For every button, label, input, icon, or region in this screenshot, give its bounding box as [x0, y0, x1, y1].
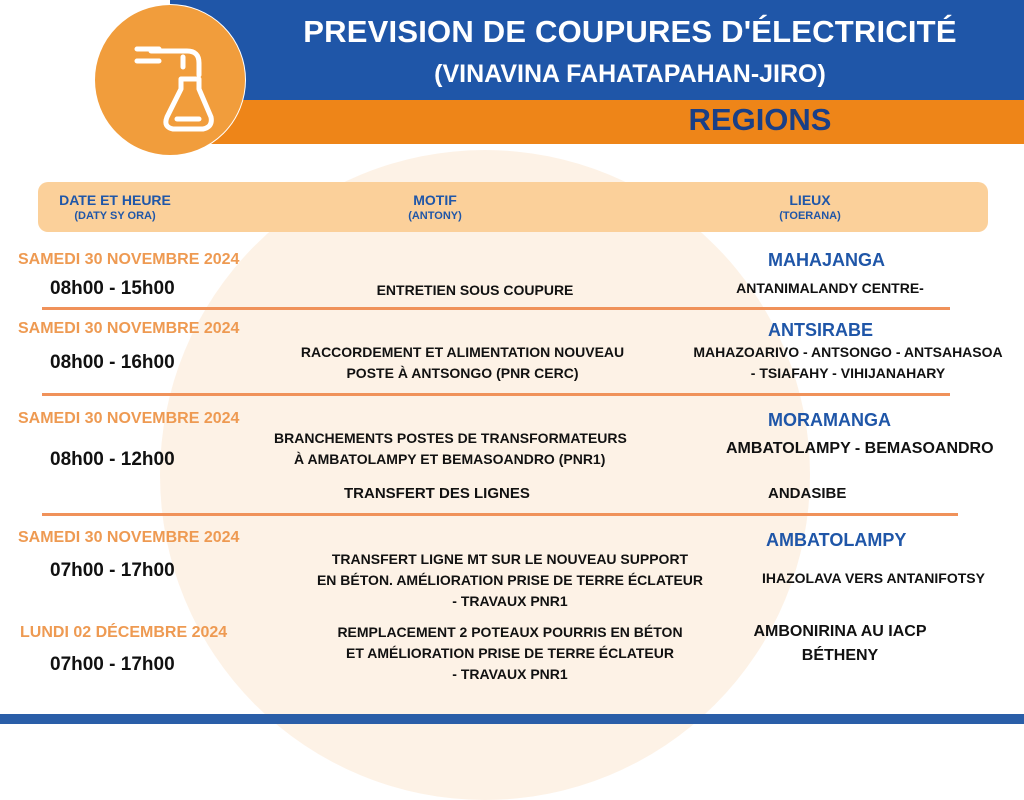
column-header-date-label: DATE ET HEURE [59, 192, 171, 208]
row-date: LUNDI 02 DÉCEMBRE 2024 [20, 624, 228, 641]
row-motif-line: RACCORDEMENT ET ALIMENTATION NOUVEAU [300, 344, 625, 360]
column-header-motif-sublabel: (ANTONY) [408, 210, 462, 222]
row-region: ANTSIRABE [768, 320, 874, 340]
row-divider [42, 393, 950, 396]
row-lieu-line: MAHAZOARIVO - ANTSONGO - ANTSAHASOA [693, 344, 1003, 360]
row-motif-line: POSTE À ANTSONGO (PNR CERC) [346, 365, 579, 381]
page-title: PREVISION DE COUPURES D'ÉLECTRICITÉ [303, 14, 957, 49]
row-region: MORAMANGA [768, 410, 891, 430]
row-motif: ENTRETIEN SOUS COUPURE [376, 282, 574, 298]
row-motif-line: TRANSFERT LIGNE MT SUR LE NOUVEAU SUPPORT [331, 551, 689, 567]
column-header-motif [360, 191, 510, 223]
row-time: 08h00 - 12h00 [50, 449, 175, 470]
row-motif [270, 622, 750, 685]
row-motif-line: - TRAVAUX PNR1 [452, 593, 568, 609]
column-header-lieux-label: LIEUX [789, 192, 831, 208]
row-region: MAHAJANGA [768, 250, 885, 270]
column-header-lieux [735, 191, 885, 223]
row-date: SAMEDI 30 NOVEMBRE 2024 [18, 320, 240, 337]
row-time: 07h00 - 17h00 [50, 654, 175, 675]
row-date: SAMEDI 30 NOVEMBRE 2024 [18, 410, 240, 427]
row-time: 07h00 - 17h00 [50, 560, 175, 581]
row-date: SAMEDI 30 NOVEMBRE 2024 [18, 251, 240, 268]
row-motif-line: BRANCHEMENTS POSTES DE TRANSFORMATEURS [274, 430, 627, 446]
row-lieu [672, 342, 1024, 384]
row-lieu: IHAZOLAVA VERS ANTANIFOTSY [762, 570, 985, 586]
column-header-date [40, 191, 190, 223]
row-lieu [740, 620, 940, 668]
regions-banner [170, 100, 1024, 144]
row-motif-line: REMPLACEMENT 2 POTEAUX POURRIS EN BÉTON [337, 624, 683, 640]
column-header-motif-label: MOTIF [413, 192, 457, 208]
row-motif [270, 549, 750, 612]
row-motif [274, 428, 714, 470]
row-motif-secondary: TRANSFERT DES LIGNES [344, 485, 530, 502]
watermark-logo [160, 150, 810, 800]
row-lieu-line: BÉTHENY [801, 647, 879, 664]
logo [94, 4, 246, 156]
section-title: REGIONS [688, 102, 832, 137]
row-lieu-line: - TSIAFAHY - VIHIJANAHARY [750, 365, 946, 381]
row-divider [42, 307, 950, 310]
row-region: AMBATOLAMPY [766, 530, 907, 550]
row-date: SAMEDI 30 NOVEMBRE 2024 [18, 529, 240, 546]
row-divider [42, 513, 958, 516]
row-lieu-line: AMBONIRINA AU IACP [753, 623, 927, 640]
row-lieu-secondary: ANDASIBE [768, 485, 847, 502]
page-subtitle: (VINAVINA FAHATAPAHAN-JIRO) [434, 60, 826, 88]
row-motif-line: ET AMÉLIORATION PRISE DE TERRE ÉCLATEUR [346, 645, 674, 661]
footer-bar [0, 714, 1024, 724]
faucet-icon [95, 5, 245, 155]
row-lieu: AMBATOLAMPY - BEMASOANDRO [726, 440, 994, 457]
row-time: 08h00 - 16h00 [50, 352, 175, 373]
row-motif [255, 342, 670, 384]
row-time: 08h00 - 15h00 [50, 278, 175, 299]
row-lieu: ANTANIMALANDY CENTRE- [736, 280, 924, 296]
column-header-lieux-sublabel: (TOERANA) [779, 210, 841, 222]
column-header-date-sublabel: (DATY SY ORA) [74, 210, 156, 222]
row-motif-line: À AMBATOLAMPY ET BEMASOANDRO (PNR1) [294, 451, 606, 467]
row-motif-line: EN BÉTON. AMÉLIORATION PRISE DE TERRE ÉCLATEUR [316, 572, 704, 588]
row-motif-line: - TRAVAUX PNR1 [452, 666, 568, 682]
